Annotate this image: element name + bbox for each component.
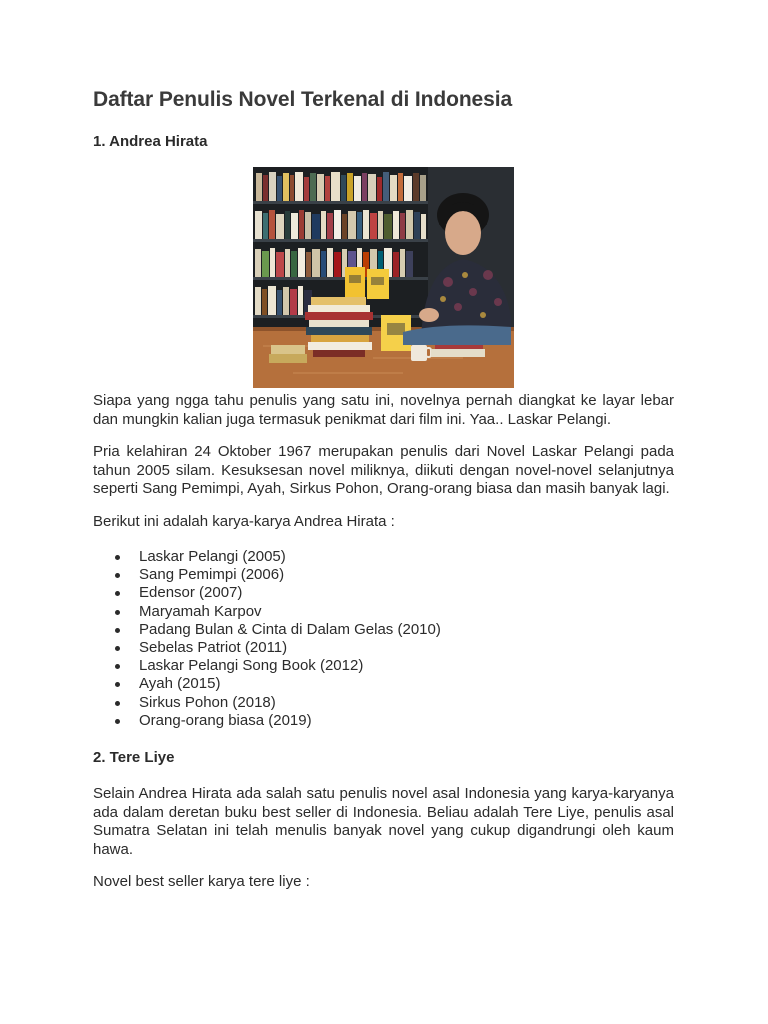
bullet-icon	[115, 573, 120, 578]
list-item: Sebelas Patriot (2011)	[139, 639, 674, 657]
list-item: Padang Bulan & Cinta di Dalam Gelas (2010)	[139, 621, 674, 639]
bullet-icon	[115, 591, 120, 596]
bullet-icon	[115, 682, 120, 687]
section-heading-tere-liye: 2. Tere Liye	[93, 749, 175, 767]
list-item: Sirkus Pohon (2018)	[139, 694, 674, 712]
bio-paragraph: Pria kelahiran 24 Oktober 1967 merupakan penulis dari Novel Laskar Pelangi pada tahun 2005 silam. Kesuksesan novel miliknya, diikuti dengan novel-novel selanjutnya seperti Sang Pemimpi, Ayah, Sirkus Pohon, Orang-orang biasa dan masih banyak lagi.	[93, 443, 674, 497]
bullet-icon	[115, 719, 120, 724]
bullet-icon	[115, 628, 120, 633]
bullet-icon	[115, 555, 120, 560]
bullet-icon	[115, 646, 120, 651]
list-item: Laskar Pelangi (2005)	[139, 548, 674, 566]
bullet-icon	[115, 701, 120, 706]
works-intro-paragraph: Berikut ini adalah karya-karya Andrea Hirata :	[93, 512, 395, 530]
list-item: Edensor (2007)	[139, 584, 674, 602]
bullet-icon	[115, 664, 120, 669]
section-heading-andrea-hirata: 1. Andrea Hirata	[93, 133, 208, 150]
bestseller-intro-paragraph: Novel best seller karya tere liye :	[93, 873, 310, 891]
page-title: Daftar Penulis Novel Terkenal di Indonesia	[93, 88, 513, 111]
author-photo	[253, 167, 514, 388]
intro-paragraph: Siapa yang ngga tahu penulis yang satu ini, novelnya pernah diangkat ke layar lebar dan mungkin kalian juga termasuk penikmat dari film ini. Yaa.. Laskar Pelangi.	[93, 392, 674, 428]
tere-liye-paragraph: Selain Andrea Hirata ada salah satu penulis novel asal Indonesia yang karya-karyanya ada dalam deretan buku best seller di Indonesia. Beliau adalah Tere Liye, penulis asal Sumatra Selatan ini telah menulis banyak novel yang cukup digandrungi oleh kaum hawa.	[93, 785, 674, 858]
list-item: Sang Pemimpi (2006)	[139, 566, 674, 584]
works-list	[93, 548, 674, 730]
list-item: Ayah (2015)	[139, 675, 674, 693]
list-item: Maryamah Karpov	[139, 603, 674, 621]
list-item: Laskar Pelangi Song Book (2012)	[139, 657, 674, 675]
bullet-icon	[115, 610, 120, 615]
list-item: Orang-orang biasa (2019)	[139, 712, 674, 730]
document-page	[93, 86, 674, 892]
